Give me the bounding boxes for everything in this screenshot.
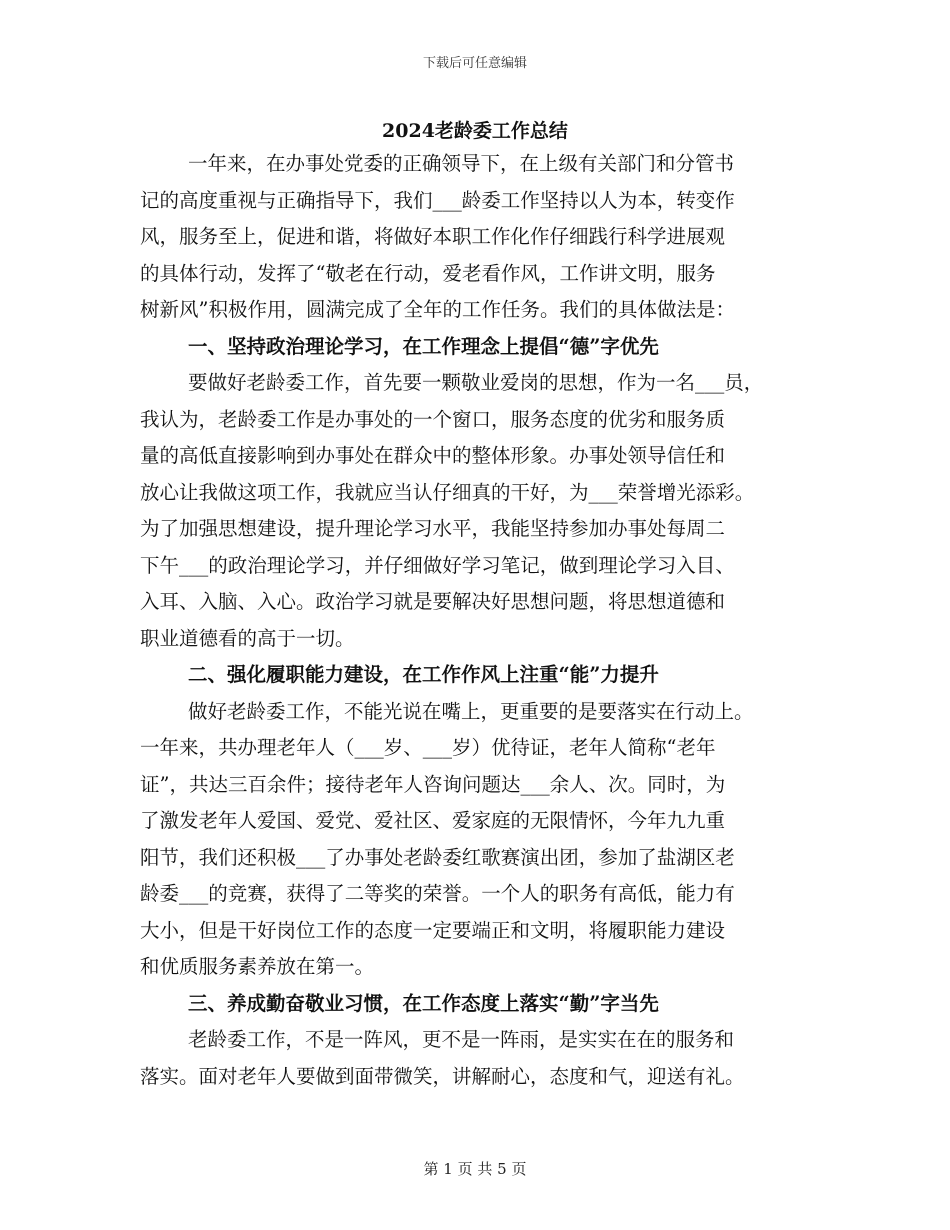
section-heading: 二、强化履职能力建设，在工作作风上注重“能”力提升 (188, 663, 659, 686)
paragraph-line: 大小，但是干好岗位工作的态度一定要端正和文明，将履职能力建设 (140, 918, 726, 942)
paragraph-line: 量的高低直接影响到办事处在群众中的整体形象。办事处领导信任和 (140, 444, 726, 467)
paragraph-line: 树新风”积极作用，圆满完成了全年的工作任务。我们的具体做法是： (140, 298, 735, 321)
paragraph-line: 下午___的政治理论学习，并仔细做好学习笔记，做到理论学习入目、 (140, 553, 735, 577)
paragraph-line: 了激发老年人爱国、爱党、爱社区、爱家庭的无限情怀，今年九九重 (140, 809, 726, 832)
paragraph-line: 一年来，在办事处党委的正确领导下，在上级有关部门和分管书 (188, 152, 735, 175)
header-note: 下载后可任意编辑 (422, 56, 527, 71)
paragraph-line: 风，服务至上，促进和谐，将做好本职工作化作仔细践行科学进展观 (140, 225, 726, 248)
paragraph-line: 和优质服务素养放在第一。 (140, 955, 375, 978)
paragraph-line: 证”，共达三百余件；接待老年人咨询问题达___余人、次。同时，为 (140, 772, 726, 796)
paragraph-line: 老龄委工作，不是一阵风，更不是一阵雨，是实实在在的服务和 (188, 1028, 735, 1051)
paragraph-line: 职业道德看的高于一切。 (140, 626, 355, 650)
section-heading: 三、养成勤奋敬业习惯，在工作态度上落实“勤”字当先 (188, 991, 659, 1015)
paragraph-line: 记的高度重视与正确指导下，我们___龄委工作坚持以人为本，转变作 (140, 188, 735, 212)
document-title: 2024老龄委工作总结 (382, 120, 568, 142)
document-body (140, 146, 820, 1095)
paragraph-line: 龄委___的竞赛，获得了二等奖的荣誉。一个人的职务有高低，能力有 (140, 882, 735, 905)
section-heading: 一、坚持政治理论学习，在工作理念上提倡“德”字优先 (188, 334, 659, 358)
paragraph-line: 的具体行动，发挥了“敬老在行动，爱老看作风，工作讲文明，服务 (140, 261, 716, 285)
paragraph-line: 为了加强思想建设，提升理论学习水平，我能坚持参加办事处每周二 (140, 517, 726, 540)
paragraph-line: 落实。面对老年人要做到面带微笑，讲解耐心，态度和气，迎送有礼。 (140, 1064, 745, 1088)
paragraph-line: 放心让我做这项工作，我就应当认仔细真的干好，为___荣誉增光添彩。 (140, 480, 755, 504)
paragraph-line: 一年来，共办理老年人（___岁、___岁）优待证，老年人简称“老年 (140, 736, 716, 759)
paragraph-line: 阳节，我们还积极___了办事处老龄委红歌赛演出团，参加了盐湖区老 (140, 845, 735, 869)
paragraph-line: 我认为，老龄委工作是办事处的一个窗口，服务态度的优劣和服务质 (140, 407, 726, 431)
paragraph-line: 做好老龄委工作，不能光说在嘴上，更重要的是要落实在行动上。 (188, 699, 754, 723)
paragraph-line: 入耳、入脑、入心。政治学习就是要解决好思想问题，将思想道德和 (140, 590, 726, 613)
paragraph-line: 要做好老龄委工作，首先要一颗敬业爱岗的思想，作为一名___员， (188, 371, 764, 394)
page-footer: 第 1 页 共 5 页 (423, 1160, 527, 1178)
